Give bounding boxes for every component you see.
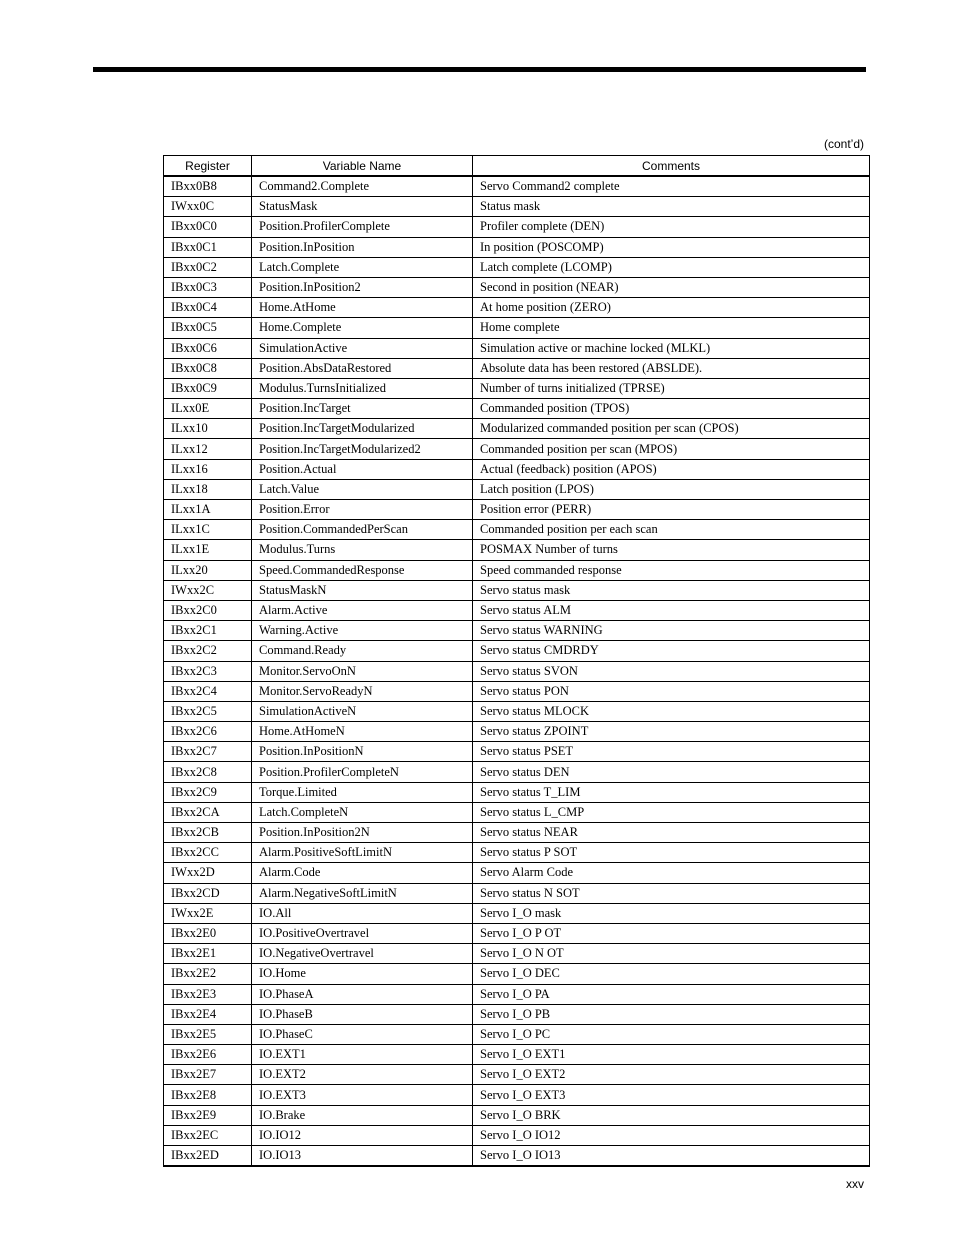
register-cell: IBxx2ED: [164, 1146, 252, 1167]
table-row: [164, 257, 870, 277]
variable-name-cell: IO.EXT3: [252, 1085, 473, 1105]
register-cell: ILxx1E: [164, 540, 252, 560]
register-cell: IBxx2E7: [164, 1065, 252, 1085]
comments-cell: Servo status WARNING: [473, 621, 870, 641]
table-row: [164, 399, 870, 419]
comments-cell: Home complete: [473, 318, 870, 338]
table-row: [164, 843, 870, 863]
comments-cell: Servo status P SOT: [473, 843, 870, 863]
table-row: [164, 742, 870, 762]
register-cell: IWxx2C: [164, 580, 252, 600]
variable-name-cell: Alarm.PositiveSoftLimitN: [252, 843, 473, 863]
comments-cell: Servo I_O IO13: [473, 1146, 870, 1167]
table-row: [164, 378, 870, 398]
register-cell: IBxx2E6: [164, 1045, 252, 1065]
register-cell: IBxx2E8: [164, 1085, 252, 1105]
comments-cell: Commanded position (TPOS): [473, 399, 870, 419]
comments-cell: Servo I_O EXT1: [473, 1045, 870, 1065]
comments-cell: Servo I_O DEC: [473, 964, 870, 984]
register-cell: IBxx2C7: [164, 742, 252, 762]
comments-cell: Servo status L_CMP: [473, 802, 870, 822]
table-row: [164, 641, 870, 661]
register-cell: IBxx2C5: [164, 701, 252, 721]
column-header-register: Register: [164, 156, 252, 177]
register-cell: IBxx2C6: [164, 722, 252, 742]
variable-name-cell: Home.Complete: [252, 318, 473, 338]
table-row: [164, 439, 870, 459]
register-cell: IBxx2C9: [164, 782, 252, 802]
table-row: [164, 823, 870, 843]
table-row: [164, 600, 870, 620]
variable-name-cell: Monitor.ServoReadyN: [252, 681, 473, 701]
variable-name-cell: SimulationActive: [252, 338, 473, 358]
variable-name-cell: Warning.Active: [252, 621, 473, 641]
variable-name-cell: Latch.Complete: [252, 257, 473, 277]
table-row: [164, 580, 870, 600]
variable-name-cell: Speed.CommandedResponse: [252, 560, 473, 580]
comments-cell: Servo status SVON: [473, 661, 870, 681]
variable-name-cell: Latch.Value: [252, 479, 473, 499]
register-cell: IBxx2E4: [164, 1004, 252, 1024]
variable-name-cell: Position.InPosition2N: [252, 823, 473, 843]
comments-cell: Servo status MLOCK: [473, 701, 870, 721]
variable-name-cell: Position.Error: [252, 500, 473, 520]
comments-cell: Absolute data has been restored (ABSLDE).: [473, 358, 870, 378]
register-cell: IBxx2CA: [164, 802, 252, 822]
register-cell: IBxx2CB: [164, 823, 252, 843]
variable-name-cell: Position.InPosition: [252, 237, 473, 257]
comments-cell: Second in position (NEAR): [473, 277, 870, 297]
comments-cell: Servo status DEN: [473, 762, 870, 782]
variable-name-cell: Position.IncTargetModularized2: [252, 439, 473, 459]
header-rule: [93, 67, 866, 72]
variable-name-cell: IO.IO13: [252, 1146, 473, 1167]
table-row: [164, 540, 870, 560]
comments-cell: Servo status ALM: [473, 600, 870, 620]
register-cell: IBxx0C5: [164, 318, 252, 338]
table-row: [164, 1065, 870, 1085]
register-cell: IBxx2C1: [164, 621, 252, 641]
variable-name-cell: Position.ProfilerCompleteN: [252, 762, 473, 782]
table-row: [164, 1146, 870, 1167]
page-number: xxv: [846, 1177, 864, 1191]
table-row: [164, 277, 870, 297]
table-body: [164, 176, 870, 1166]
table-row: [164, 479, 870, 499]
register-cell: IWxx2E: [164, 903, 252, 923]
register-cell: ILxx18: [164, 479, 252, 499]
table-row: [164, 762, 870, 782]
register-cell: IBxx2E1: [164, 944, 252, 964]
variable-name-cell: Position.CommandedPerScan: [252, 520, 473, 540]
register-cell: IBxx2E5: [164, 1024, 252, 1044]
variable-name-cell: IO.PositiveOvertravel: [252, 923, 473, 943]
table-row: [164, 197, 870, 217]
variable-name-cell: IO.EXT1: [252, 1045, 473, 1065]
variable-name-cell: IO.Brake: [252, 1105, 473, 1125]
variable-name-cell: IO.Home: [252, 964, 473, 984]
comments-cell: Servo I_O BRK: [473, 1105, 870, 1125]
variable-name-cell: Monitor.ServoOnN: [252, 661, 473, 681]
variable-name-cell: Position.IncTarget: [252, 399, 473, 419]
register-cell: IWxx0C: [164, 197, 252, 217]
variable-name-cell: IO.NegativeOvertravel: [252, 944, 473, 964]
comments-cell: Servo Alarm Code: [473, 863, 870, 883]
table-row: [164, 358, 870, 378]
table-row: [164, 964, 870, 984]
register-cell: IBxx2C8: [164, 762, 252, 782]
comments-cell: Servo I_O PB: [473, 1004, 870, 1024]
comments-cell: Servo I_O PC: [473, 1024, 870, 1044]
table-row: [164, 1125, 870, 1145]
table-row: [164, 802, 870, 822]
register-cell: IBxx0C0: [164, 217, 252, 237]
table-row: [164, 500, 870, 520]
register-cell: IBxx2C0: [164, 600, 252, 620]
variable-name-cell: Modulus.Turns: [252, 540, 473, 560]
table-row: [164, 1004, 870, 1024]
register-cell: IBxx2E9: [164, 1105, 252, 1125]
table-row: [164, 459, 870, 479]
register-cell: ILxx1A: [164, 500, 252, 520]
table-row: [164, 782, 870, 802]
register-cell: IBxx0C6: [164, 338, 252, 358]
comments-cell: Servo I_O P OT: [473, 923, 870, 943]
comments-cell: Servo status PSET: [473, 742, 870, 762]
register-cell: IBxx2C3: [164, 661, 252, 681]
variable-name-cell: Position.Actual: [252, 459, 473, 479]
register-cell: ILxx12: [164, 439, 252, 459]
table-row: [164, 318, 870, 338]
register-cell: ILxx10: [164, 419, 252, 439]
table-row: [164, 661, 870, 681]
comments-cell: Status mask: [473, 197, 870, 217]
table-row: [164, 903, 870, 923]
variable-name-cell: Alarm.NegativeSoftLimitN: [252, 883, 473, 903]
comments-cell: Servo I_O IO12: [473, 1125, 870, 1145]
register-cell: IBxx0C1: [164, 237, 252, 257]
column-header-comments: Comments: [473, 156, 870, 177]
register-cell: IBxx2E3: [164, 984, 252, 1004]
comments-cell: Servo status NEAR: [473, 823, 870, 843]
variable-name-cell: IO.PhaseC: [252, 1024, 473, 1044]
register-cell: IBxx0C4: [164, 298, 252, 318]
variable-name-cell: Command2.Complete: [252, 176, 473, 197]
variable-name-cell: Home.AtHome: [252, 298, 473, 318]
comments-cell: Latch complete (LCOMP): [473, 257, 870, 277]
table-row: [164, 701, 870, 721]
variable-name-cell: Position.InPosition2: [252, 277, 473, 297]
table-row: [164, 338, 870, 358]
table-row: [164, 1024, 870, 1044]
comments-cell: In position (POSCOMP): [473, 237, 870, 257]
register-cell: IBxx2CD: [164, 883, 252, 903]
register-cell: ILxx0E: [164, 399, 252, 419]
variable-name-cell: StatusMaskN: [252, 580, 473, 600]
comments-cell: Servo status CMDRDY: [473, 641, 870, 661]
comments-cell: Servo status ZPOINT: [473, 722, 870, 742]
comments-cell: Servo I_O N OT: [473, 944, 870, 964]
variable-name-cell: Modulus.TurnsInitialized: [252, 378, 473, 398]
register-cell: IWxx2D: [164, 863, 252, 883]
table-row: [164, 1045, 870, 1065]
register-cell: IBxx0C9: [164, 378, 252, 398]
variable-name-cell: Torque.Limited: [252, 782, 473, 802]
column-header-variable-name: Variable Name: [252, 156, 473, 177]
variable-name-cell: Position.InPositionN: [252, 742, 473, 762]
comments-cell: Modularized commanded position per scan (CPOS): [473, 419, 870, 439]
variable-name-cell: IO.PhaseB: [252, 1004, 473, 1024]
comments-cell: Servo status PON: [473, 681, 870, 701]
table-row: [164, 984, 870, 1004]
variable-name-cell: Alarm.Active: [252, 600, 473, 620]
variable-name-cell: IO.PhaseA: [252, 984, 473, 1004]
comments-cell: Servo I_O EXT2: [473, 1065, 870, 1085]
table-row: [164, 944, 870, 964]
variable-name-cell: IO.All: [252, 903, 473, 923]
comments-cell: Servo I_O PA: [473, 984, 870, 1004]
table-row: [164, 863, 870, 883]
table-header-row: [164, 156, 870, 177]
table-row: [164, 237, 870, 257]
comments-cell: Commanded position per scan (MPOS): [473, 439, 870, 459]
variable-name-cell: Home.AtHomeN: [252, 722, 473, 742]
comments-cell: Servo status mask: [473, 580, 870, 600]
table-row: [164, 176, 870, 197]
variable-name-cell: IO.EXT2: [252, 1065, 473, 1085]
variable-name-cell: Latch.CompleteN: [252, 802, 473, 822]
register-cell: ILxx16: [164, 459, 252, 479]
register-cell: IBxx2E2: [164, 964, 252, 984]
variable-name-cell: SimulationActiveN: [252, 701, 473, 721]
comments-cell: Simulation active or machine locked (MLKL): [473, 338, 870, 358]
table-row: [164, 923, 870, 943]
register-cell: IBxx2CC: [164, 843, 252, 863]
register-cell: IBxx0B8: [164, 176, 252, 197]
register-cell: ILxx20: [164, 560, 252, 580]
register-cell: IBxx0C2: [164, 257, 252, 277]
table-row: [164, 883, 870, 903]
table-row: [164, 520, 870, 540]
comments-cell: Speed commanded response: [473, 560, 870, 580]
register-cell: ILxx1C: [164, 520, 252, 540]
comments-cell: Servo status T_LIM: [473, 782, 870, 802]
register-cell: IBxx2EC: [164, 1125, 252, 1145]
table-row: [164, 681, 870, 701]
table-row: [164, 217, 870, 237]
comments-cell: Servo I_O mask: [473, 903, 870, 923]
variable-name-cell: Command.Ready: [252, 641, 473, 661]
variable-name-cell: StatusMask: [252, 197, 473, 217]
variable-name-cell: IO.IO12: [252, 1125, 473, 1145]
register-cell: IBxx2E0: [164, 923, 252, 943]
comments-cell: Position error (PERR): [473, 500, 870, 520]
table-row: [164, 722, 870, 742]
comments-cell: Profiler complete (DEN): [473, 217, 870, 237]
variable-name-cell: Alarm.Code: [252, 863, 473, 883]
comments-cell: Number of turns initialized (TPRSE): [473, 378, 870, 398]
comments-cell: Servo I_O EXT3: [473, 1085, 870, 1105]
comments-cell: Servo status N SOT: [473, 883, 870, 903]
continued-label: (cont’d): [823, 137, 864, 151]
comments-cell: Actual (feedback) position (APOS): [473, 459, 870, 479]
register-cell: IBxx2C4: [164, 681, 252, 701]
table-row: [164, 560, 870, 580]
register-cell: IBxx2C2: [164, 641, 252, 661]
table-row: [164, 1105, 870, 1125]
comments-cell: At home position (ZERO): [473, 298, 870, 318]
variable-name-cell: Position.ProfilerComplete: [252, 217, 473, 237]
table-row: [164, 419, 870, 439]
table-row: [164, 298, 870, 318]
comments-cell: Commanded position per each scan: [473, 520, 870, 540]
comments-cell: Servo Command2 complete: [473, 176, 870, 197]
table-row: [164, 1085, 870, 1105]
comments-cell: POSMAX Number of turns: [473, 540, 870, 560]
register-table: [163, 155, 870, 1167]
comments-cell: Latch position (LPOS): [473, 479, 870, 499]
variable-name-cell: Position.IncTargetModularized: [252, 419, 473, 439]
register-cell: IBxx0C3: [164, 277, 252, 297]
variable-name-cell: Position.AbsDataRestored: [252, 358, 473, 378]
table-row: [164, 621, 870, 641]
register-cell: IBxx0C8: [164, 358, 252, 378]
